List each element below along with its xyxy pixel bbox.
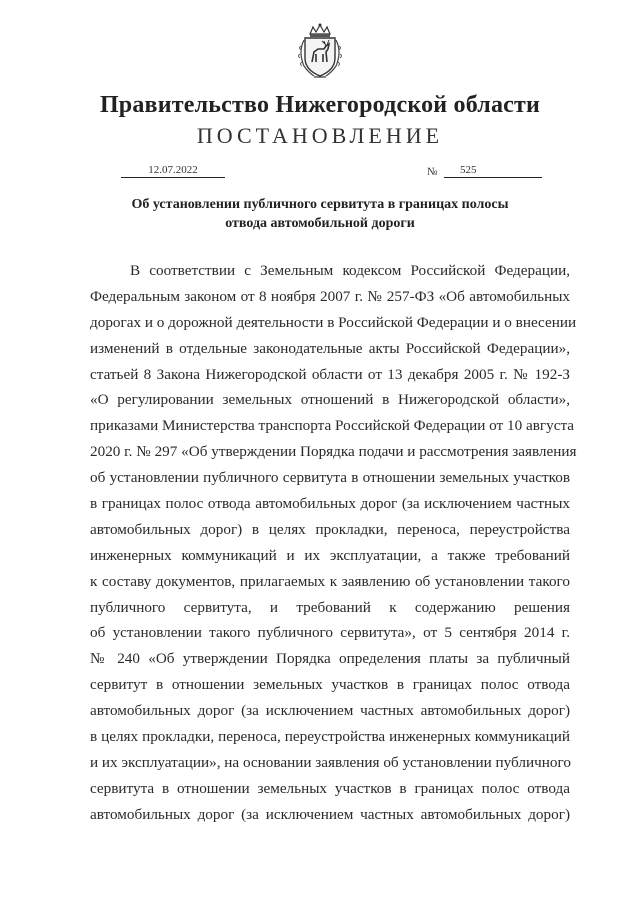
government-title: Правительство Нижегородской области [99, 92, 541, 118]
coat-of-arms-icon [296, 22, 344, 80]
body-line: инженерных коммуникаций и их эксплуатации, а также требований [90, 546, 570, 564]
body-line: автомобильных дорог) в целях прокладки, переноса, переустройства [90, 520, 570, 538]
document-number-field [444, 164, 542, 178]
document-body [90, 258, 577, 828]
body-line: и их эксплуатации», на основании заявления об установлении публичного [90, 753, 571, 771]
body-line: автомобильных дорог (за исключением частных автомобильных дорог) [90, 702, 570, 720]
body-line: публичного сервитута, и требований к содержанию решения [90, 598, 570, 616]
document-date: 12.07.2022 [121, 164, 225, 178]
body-line: об установлении такого публичного сервитута», от 5 сентября 2014 г. [90, 624, 570, 642]
heading-line: Об установлении публичного сервитута в границах полосы [131, 197, 509, 212]
body-line: об установлении публичного сервитута в отношении земельных участков [90, 469, 570, 487]
body-line: дорогах и о дорожной деятельности в Российской Федерации и о внесении [90, 313, 577, 331]
body-line: Федеральным законом от 8 ноября 2007 г. № 257-ФЗ «Об автомобильных [90, 287, 570, 305]
body-line: № 240 «Об утверждении Порядка определения платы за публичный [90, 650, 570, 668]
body-line: сервитута в отношении земельных участков в границах полос отвода [90, 779, 570, 797]
body-line: «О регулировании земельных отношений в Нижегородской области», [90, 391, 570, 409]
document-number: 525 [460, 164, 477, 176]
body-line: сервитут в отношении земельных участков в границах полос отвода [90, 676, 570, 694]
body-line: приказами Министерства транспорта Российской Федерации от 10 августа [90, 417, 575, 435]
document-type: ПОСТАНОВЛЕНИЕ [196, 123, 444, 148]
body-line: в границах полос отвода автомобильных дорог (за исключением частных [90, 495, 570, 513]
body-line: автомобильных дорог (за исключением частных автомобильных дорог) [90, 805, 570, 823]
document-heading [110, 195, 530, 233]
number-sign: № [427, 166, 438, 178]
body-line: статьей 8 Закона Нижегородской области от 13 декабря 2005 г. № 192-З [90, 365, 570, 383]
body-line: к составу документов, прилагаемых к заявлению об установлении такого [90, 572, 570, 590]
body-line: В соответствии с Земельным кодексом Российской Федерации, [130, 262, 570, 279]
body-line: изменений в отдельные законодательные акты Российской Федерации», [90, 339, 570, 357]
heading-line: отвода автомобильной дороги [225, 216, 415, 231]
body-line: в целях прокладки, переноса, переустройства инженерных коммуникаций [90, 728, 570, 746]
body-line: 2020 г. № 297 «Об утверждении Порядка подачи и рассмотрения заявления [90, 443, 577, 461]
